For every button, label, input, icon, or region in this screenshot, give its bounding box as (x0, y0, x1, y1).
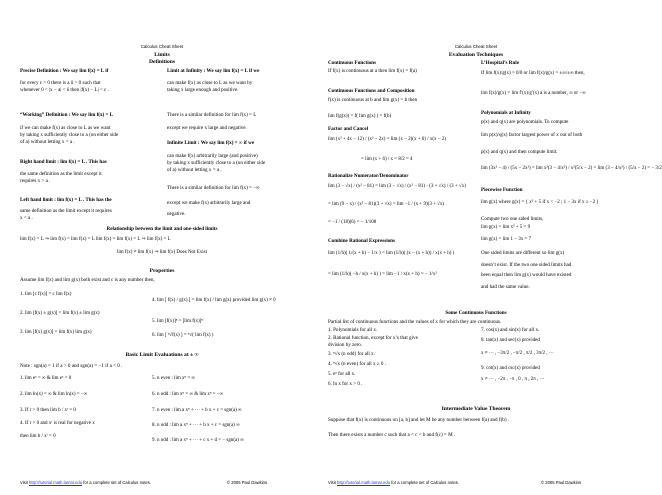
rationalize-math: lim (3 − √x) / (x² − 81) = lim (3 − √x) / (x² − 81) · (3 + √x) / (3 + √x) (328, 184, 466, 189)
composition-text: f(x) is continuous at b and lim g(x) = b then (328, 97, 418, 103)
working-definition-line: of a) without letting x = a . (20, 139, 75, 145)
left-hand-limit-line: same definition as the limit except it requires (20, 208, 112, 214)
basic-limit-item: 3. If r > 0 then lim b / xʳ = 0 (20, 408, 76, 413)
infinity-similar-line: except we require x large and negative. (167, 125, 247, 131)
property-item: 5. lim [f(x)]ⁿ = [lim f(x)]ⁿ (152, 319, 203, 324)
continuous-item: division by zero. (328, 342, 363, 348)
piecewise-text: been equal then lim g(x) would have existed (481, 272, 572, 278)
continuous-item: x ≠ ··· , −2π , −π , 0 , π , 2π , ··· (481, 377, 545, 382)
right-hand-limit-line: requires x > a . (20, 178, 51, 184)
ivt-heading: Intermediate Value Theorem (441, 406, 511, 412)
continuous-item: 4. ⁿ√x (n even) for all x ≥ 0 . (328, 361, 386, 367)
basic-limit-item: then lim b / xʳ = 0 (20, 434, 56, 439)
rationalize-math: = −1 / (18)(6) = − 1/108 (328, 220, 377, 225)
continuous-item: 3. ⁿ√x (n odd) for all x. (328, 351, 375, 357)
properties-intro: Assume lim f(x) and lim g(x) both exist and c is any number then, (20, 277, 155, 283)
basic-limits-note: Note : sgn(a) = 1 if a > 0 and sgn(a) = −1 if a < 0 . (20, 363, 123, 369)
property-item: 6. lim [ ⁿ√f(x) ] = ⁿ√( lim f(x) ) (152, 333, 214, 338)
property-item: 1. lim [c f(x)] = c lim f(x) (20, 292, 72, 297)
piecewise-text: lim g(x) = lim x² + 5 = 9 (481, 225, 531, 230)
right-hand-limit-line: the same definition as the limit except it (20, 171, 102, 177)
combine-math: lim (1/h)( 1/(x + h) − 1/x ) = lim (1/h)( (x − (x + h)) / x(x + h) ) (328, 251, 455, 256)
footer-copyright: © 2005 Paul Dawkins (541, 480, 582, 485)
limit-at-infinity-line: Limit at Infinity : We say lim f(x) = L if we (167, 68, 260, 74)
precise-definition-line: whenever 0 < |x − a| < δ then |f(x) − L| < ε . (20, 87, 109, 93)
precise-definition-line: Precise Definition : We say lim f(x) = L if (20, 68, 109, 74)
combine-heading: Combine Rational Expressions (328, 238, 395, 244)
property-item: 3. lim [f(x) g(x)] = lim f(x) lim g(x) (20, 330, 92, 335)
some-continuous-heading: Some Continuous Functions (445, 310, 507, 316)
page-title: Evaluation Techniques (448, 52, 504, 58)
basic-limit-item: 6. n odd : lim xⁿ = ∞ & lim xⁿ = −∞ (152, 392, 224, 397)
properties-heading: Properties (149, 268, 175, 274)
left-hand-limit-line: x < a . (20, 215, 33, 221)
continuous-item: 9. cot(x) and csc(x) provided (481, 365, 540, 371)
composition-text: lim f(g(x)) = f( lim g(x) ) = f(b) (328, 114, 392, 119)
rationalize-math: = lim (9 − x) / (x² − 81)(3 + √x) = lim −1 / (x + 9)(3 + √x) (328, 202, 445, 207)
basic-limit-item: 4. If r > 0 and xʳ is real for negative x (20, 421, 95, 426)
footer-note: Visit http://tutorial.math.lamar.edu for a complete set of Calculus notes. (20, 480, 151, 485)
continuous-item: 8. tan(x) and sec(x) provided (481, 337, 540, 343)
basic-limit-item: 8. n odd : lim a xⁿ + ··· + b x + c = sgn(a) ∞ (152, 423, 240, 428)
negative-infinity-line: except we make f(x) arbitrarily large and (167, 200, 251, 206)
negative-infinity-line: negative. (167, 211, 186, 217)
left-hand-limit-line: Left hand limit : lim f(x) = L . This has the (20, 197, 112, 203)
working-definition-line: if we can make f(x) as close to L as we want (20, 125, 111, 131)
basic-limit-item: 9. n odd : lim a xⁿ + ··· + c x + d = − sgn(a) ∞ (152, 438, 244, 443)
polynomials-heading: Polynomials at Infinity (481, 110, 531, 116)
factor-cancel-math: lim (x² + 4x − 12) / (x² − 2x) = lim (x − 2)(x + 6) / x(x − 2) (328, 137, 447, 142)
polynomials-text: lim p(x)/q(x) factor largest power of x out of both (481, 132, 583, 138)
piecewise-text: doesn’t exist. If the two one sided limits had (481, 262, 572, 268)
polynomials-text: p(x) and q(x) and then compute limit. (481, 149, 558, 155)
lhospital-text: lim f(x)/g(x) = lim f′(x)/g′(x) a is a number, ∞ or −∞ (481, 91, 586, 96)
piecewise-text: and had the same value. (481, 284, 530, 290)
continuous-item: 5. eˣ for all x. (328, 371, 356, 377)
infinite-limit-line: can make f(x) arbitrarily large (and positive) (167, 153, 258, 159)
piecewise-text: Compute two one sided limits, (481, 216, 544, 222)
continuous-item: x ≠ ··· , −3π/2 , −π/2 , π/2 , 3π/2 , ··· (481, 351, 554, 356)
polynomials-text: p(x) and q(x) are polynomials. To compute (481, 119, 569, 125)
piecewise-heading: Piecewise Function (481, 187, 523, 193)
composition-heading: Continuous Functions and Composition (328, 88, 415, 94)
factor-cancel-heading: Factor and Cancel (328, 126, 369, 132)
basic-limit-item: 2. lim ln(x) = ∞ & lim ln(x) = −∞ (20, 392, 88, 397)
page-header: Calculus Cheat Sheet (454, 44, 498, 49)
continuous-functions-text: If f(x) is continuous at a then lim f(x) = f(a) (328, 68, 417, 74)
property-item: 4. lim [ f(x) / g(x) ] = lim f(x) / lim g(x) provided lim g(x) ≠ 0 (152, 298, 276, 303)
factor-cancel-math: = lim (x + 6) / x = 8/2 = 4 (361, 157, 413, 162)
continuous-item: 1. Polynomials for all x. (328, 327, 378, 333)
polynomials-math: lim (3x² − 4) / (5x − 2x²) = lim x²(3 − 4/x²) / x²(5/x − 2) = lim (3 − 4/x²) / (5/x − 2) = − 3/2 (481, 166, 662, 171)
some-continuous-intro: Partial list of continuous functions and the values of x for which they are continuous. (328, 319, 502, 325)
right-hand-limit-line: Right hand limit : lim f(x) = L . This has (20, 159, 107, 165)
working-definition-line: by taking x sufficiently close to a (on either side (20, 132, 119, 138)
piecewise-text: One sided limits are different so lim g(x) (481, 250, 565, 256)
infinite-limit-line: by taking x sufficiently close to a (on either side (167, 160, 266, 166)
limit-at-infinity-line: taking x large enough and positive. (167, 87, 239, 93)
continuous-item: 7. cos(x) and sin(x) for all x. (481, 327, 540, 333)
page-evaluation-techniques (326, 40, 662, 490)
precise-definition-line: for every ε > 0 there is a δ > 0 such that (20, 80, 101, 86)
basic-limit-item: 1. lim eˣ = ∞ & lim eˣ = 0 (20, 376, 72, 381)
combine-math: = lim (1/h)( −h / x(x + h) ) = lim −1 / x(x + h) = − 1/x² (328, 272, 437, 277)
limit-at-infinity-line: can make f(x) as close to L as we want by (167, 80, 253, 86)
tutorial-link[interactable]: http://tutorial.math.lamar.edu (337, 480, 391, 485)
basic-limits-heading: Basic Limit Evaluations at ± ∞ (125, 352, 199, 358)
piecewise-text: lim g(x) = lim 1 − 3x = 7 (481, 237, 532, 242)
page-limits (12, 40, 312, 490)
footer-copyright: © 2005 Paul Dawkins (227, 480, 268, 485)
basic-limit-item: 5. n even : lim xⁿ = ∞ (152, 376, 195, 381)
infinite-limit-line: of a) without letting x = a . (167, 167, 222, 173)
footer-note: Visit http://tutorial.math.lamar.edu for a complete set of Calculus notes. (328, 480, 459, 485)
lhospital-text: If lim f(x)/g(x) = 0/0 or lim f(x)/g(x) = ±∞/±∞ then, (481, 71, 585, 76)
continuous-item: 6. ln x for x > 0 . (328, 381, 363, 387)
relationship-line: lim f(x) ≠ lim f(x) ⇒ lim f(x) Does Not Exist (117, 250, 207, 255)
working-definition-line: “Working” Definition : We say lim f(x) = L (20, 112, 114, 118)
infinity-similar-line: There is a similar definition for lim f(x) = L (167, 112, 257, 118)
rationalize-heading: Rationalize Numerator/Denominator (328, 173, 409, 179)
relationship-line: lim f(x) = L ⇒ lim f(x) = lim f(x) = L lim f(x) = lim f(x) = L ⇒ lim f(x) = L (20, 237, 171, 242)
page-header: Calculus Cheat Sheet (140, 44, 184, 49)
basic-limit-item: 7. n even : lim a xⁿ + ··· + b x + c = sgn(a) ∞ (152, 408, 242, 413)
infinite-limit-line: Infinite Limit : We say lim f(x) = ∞ if we (167, 140, 255, 146)
continuous-item: 2. Rational function, except for x’s that give (328, 335, 418, 341)
property-item: 2. lim [f(x) ± g(x)] = lim f(x) ± lim g(x) (20, 311, 100, 316)
definitions-heading: Definitions (148, 59, 176, 65)
ivt-text: Then there exists a number c such that a < c < b and f(c) = M . (328, 432, 456, 438)
ivt-text: Suppose that f(x) is continuous on [a, b] and let M be any number between f(a) and f(b) . (328, 417, 510, 423)
tutorial-link[interactable]: http://tutorial.math.lamar.edu (29, 480, 83, 485)
piecewise-math: lim g(x) where g(x) = { x² + 5 if x < −2 ; 1 − 3x if x ≥ −2 } (481, 200, 599, 205)
relationship-heading: Relationship between the limit and one-sided limits (106, 226, 218, 232)
page-title: Limits (154, 52, 170, 58)
lhospital-heading: L’Hospital’s Rule (481, 60, 519, 66)
continuous-functions-heading: Continuous Functions (328, 60, 376, 66)
negative-infinity-line: There is a similar definition for lim f(x) = −∞ (167, 185, 260, 191)
